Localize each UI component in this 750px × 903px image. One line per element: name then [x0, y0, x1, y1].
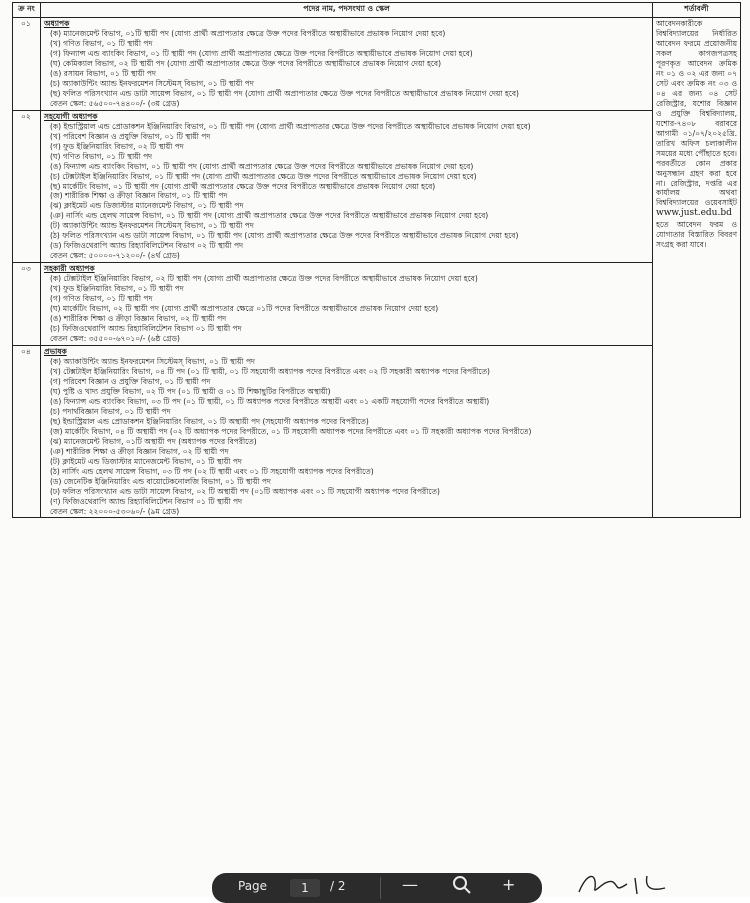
- post-item: (খ) টেক্সটাইল ইঞ্জিনিয়ারিং বিভাগ, ০৪ টি পদ (০১ টি স্থায়ী, ০১ টি সহযোগী অধ্যাপক পদের বিপরীতে এবং ০২ টি সহকারী অধ্যাপক পদের বিপরীতে): [50, 366, 490, 376]
- post-item: (ঙ) ফিন্যান্স এন্ড ব্যাংকিং বিভাগ, ০৩ টি পদ (০১ টি স্থায়ী, ০১ টি অধ্যাপক পদের বিপরীতে অস্থায়ী এবং ০১ একটি সহযোগী পদের বিপরীতে অস্থায়ী): [50, 396, 490, 406]
- pay-scale: বেতন স্কেল: ৫০০০০-৭১২০০/- (৪র্থ গ্রেড): [50, 251, 180, 261]
- pay-scale: বেতন স্কেল: ২২০০০-৫৩০৬০/- (৯ম গ্রেড): [50, 506, 180, 516]
- zoom-in-button[interactable]: +: [502, 875, 516, 894]
- post-item: (ঠ) নার্সিং এন্ড হেলথ সায়েন্স বিভাগ, ০৩ টি পদ (০২ টি স্থায়ী এবং ০১ টি সহযোগী অধ্যাপক পদের বিপরীতে): [50, 466, 374, 476]
- post-cell: [41, 346, 653, 518]
- serial-cell: ০২: [13, 110, 41, 263]
- pdf-page-toolbar: [212, 873, 542, 903]
- post-item: (জ) শারীরিক শিক্ষা ও ক্রীড়া বিজ্ঞান বিভাগ, ০১ টি স্থায়ী পদ: [50, 191, 228, 201]
- toolbar-divider: [380, 877, 381, 899]
- post-item: (ঙ) শারীরিক শিক্ষা ও ক্রীড়া বিজ্ঞান বিভাগ, ০২ টি স্থায়ী পদ: [50, 314, 227, 324]
- post-item: (ঞ) শারীরিক শিক্ষা ও ক্রীড়া বিজ্ঞান বিভাগ, ০২ টি স্থায়ী পদ: [50, 446, 229, 456]
- post-item: (জ) মার্কেটিং বিভাগ, ০৪ টি অস্থায়ী পদ (০২ টি অধ্যাপক পদের বিপরীতে, ০১ টি সহযোগী অধ্যাপক পদের বিপরীতে এবং ০১ টি সহকারী অধ্যাপক পদের বিপরীতে): [50, 426, 532, 436]
- post-item: (ট) ক্লাইমেট এন্ড ডিজাস্টার ম্যানেজমেন্ট বিভাগ, ০১ টি স্থায়ী পদ: [50, 456, 242, 466]
- post-item: (ট) অ্যাকাউন্টিং অ্যান্ড ইনফরমেশন সিস্টেমস্ বিভাগ, ০১ টি স্থায়ী পদ: [50, 221, 254, 231]
- serial-cell: ০১: [13, 18, 41, 111]
- zoom-icon[interactable]: [450, 873, 474, 897]
- post-item: (খ) গণিত বিভাগ, ০১ টি স্থায়ী পদ: [50, 38, 153, 48]
- post-item: (খ) পরিবেশ বিজ্ঞান ও প্রযুক্তি বিভাগ, ০১ টি স্থায়ী পদ: [50, 131, 211, 141]
- post-item: (চ) টেক্সটাইল ইঞ্জিনিয়ারিং বিভাগ, ০১ টি স্থায়ী পদ (যোগ্য প্রার্থী অপ্রাপ্যতার ক্ষেত্রে উক্ত পদের বিপরীতে অস্থায়ীভাবে প্রভাষক নিয়োগ দেয়া হবে): [50, 171, 477, 181]
- header-conditions: শর্তাবলী: [653, 3, 741, 18]
- post-item: (ঝ) ম্যানেজমেন্ট বিভাগ, ০১টি অস্থায়ী পদ (অধ্যাপক পদের বিপরীতে): [50, 436, 257, 446]
- rank-title: প্রভাষক: [44, 347, 67, 356]
- website-link[interactable]: www.just.edu.bd: [656, 208, 732, 219]
- serial-cell: ০৩: [13, 263, 41, 346]
- table-row: [13, 110, 741, 263]
- page-number-input[interactable]: 1: [290, 879, 320, 897]
- post-cell: [41, 18, 653, 111]
- post-item: (ছ) ইন্ডাস্ট্রিয়াল এন্ড প্রোডাকশন ইঞ্জিনিয়ারিং বিভাগ, ০১ টি অস্থায়ী পদ (সহযোগী অধ্যাপক পদের বিপরীতে): [50, 416, 369, 426]
- post-item: (গ) পরিবেশ বিজ্ঞান ও প্রযুক্তি বিভাগ, ০১ টি স্থায়ী পদ: [50, 376, 211, 386]
- table-row: [13, 346, 741, 518]
- page-label: Page: [238, 879, 268, 893]
- post-item: (গ) ফিন্যান্স এন্ড ব্যাংকিং বিভাগ, ০১ টি স্থায়ী পদ (যোগ্য প্রার্থী অপ্রাপ্যতার ক্ষেত্রে উক্ত পদের বিপরীতে অস্থায়ীভাবে প্রভাষক নিয়োগ দেয়া হবে): [50, 48, 473, 58]
- post-cell: [41, 110, 653, 263]
- pay-scale: বেতন স্কেল: ৫৬৫০০-৭৪৪০০/- (৩য় গ্রেড): [50, 98, 180, 108]
- post-item: (ড) জেনেটিক ইঞ্জিনিয়ারিং এন্ড বায়োটেকনোলজি বিভাগ, ০১ টি স্থায়ী পদ: [50, 476, 271, 486]
- post-cell: [41, 263, 653, 346]
- post-item: (ঘ) মার্কেটিং বিভাগ, ০২ টি স্থায়ী পদ (যোগ্য প্রার্থী অপ্রাপ্যতার ক্ষেত্রে ০১টি পদের বিপরীতে অস্থায়ীভাবে প্রভাষক নিয়োগ দেয়া হবে): [50, 304, 439, 314]
- zoom-out-button[interactable]: —: [402, 875, 418, 894]
- post-item: (ঘ) কেমিক্যাল বিভাগ, ০২ টি স্থায়ী পদ (যোগ্য প্রার্থী অপ্রাপ্যতার ক্ষেত্রে উক্ত পদের বিপরীতে অস্থায়ীভাবে প্রভাষক নিয়োগ দেয়া হবে): [50, 58, 442, 68]
- post-item: (ঞ) নার্সিং এন্ড হেলথ সায়েন্স বিভাগ, ০১ টি স্থায়ী পদ (যোগ্য প্রার্থী অপ্রাপ্যতার ক্ষেত্রে উক্ত পদের বিপরীতে অস্থায়ীভাবে প্রভাষক নিয়োগ দেয়া হবে): [50, 211, 489, 221]
- post-item: (চ) পদার্থবিজ্ঞান বিভাগ, ০১ টি স্থায়ী পদ: [50, 406, 171, 416]
- conditions-cell: [653, 18, 741, 518]
- post-item: (খ) ফুড ইঞ্জিনিয়ারিং বিভাগ, ০১ টি স্থায়ী পদ: [50, 284, 184, 294]
- page-total: / 2: [330, 879, 346, 893]
- conditions-text: আবেদনকারীকে বিশ্ববিদ্যালয়ের নির্ধারিত আবেদন ফরমে প্রয়োজনীয় সকল কাগজপত্রসহ পূরণকৃত আবেদন ক্রমিক নং ০১ ও ০২ এর জন্য ০৭ সেট এবং ক্রমিক নং ০৩ ও ০৪ এর জন্য ০৪ সেট রেজিস্ট্রার, যশোর বিজ্ঞান ও প্রযুক্তি বিশ্ববিদ্যালয়, যশোর-৭৪০৮ বরাবরে আগামী ০১/০৭/২০২৫খ্রি. তারিখ অফিস চলাকালীন সময়ের মধ্যে পৌঁছাতে হবে। পরবর্তীতে কোন প্রকার অনুসন্ধান গ্রহণ করা হবে না। রেজিস্ট্রার, দপ্তরি এর কার্যালয় অথবা বিশ্ববিদ্যালয়ের ওয়েবসাইট: [656, 19, 737, 208]
- post-item: (ক) টেক্সটাইল ইঞ্জিনিয়ারিং বিভাগ, ০২ টি স্থায়ী পদ (যোগ্য প্রার্থী অপ্রাপ্যতার ক্ষেত্রে উক্ত পদের বিপরীতে অস্থায়ীভাবে প্রভাষক নিয়োগ দেয়া হবে): [50, 274, 478, 284]
- post-item: (গ) গণিত বিভাগ, ০১ টি স্থায়ী পদ: [50, 294, 153, 304]
- signature-icon: [575, 868, 695, 898]
- rank-title: অধ্যাপক: [44, 19, 70, 28]
- post-item: (ঘ) পুষ্টি ও খাদ্য প্রযুক্তি বিভাগ, ০২ টি পদ (০১ টি স্থায়ী ও ০১ টি শিক্ষাছুটির বিপরীতে অস্থায়ী): [50, 386, 331, 396]
- post-item: (ঝ) ক্লাইমেট এন্ড ডিজাস্টার ম্যানেজমেন্ট বিভাগ, ০১ টি স্থায়ী পদ: [50, 201, 244, 211]
- post-item: (চ) অ্যাকাউন্টিং অ্যান্ড ইনফরমেশন সিস্টেমস্ বিভাগ, ০১ টি স্থায়ী পদ: [50, 78, 254, 88]
- post-item: (ক) ইন্ডাস্ট্রিয়াল এন্ড প্রোডাকশন ইঞ্জিনিয়ারিং বিভাগ, ০১ টি স্থায়ী পদ (যোগ্য প্রার্থী অপ্রাপ্যতার ক্ষেত্রে উক্ত পদের বিপরীতে অস্থায়ীভাবে প্রভাষক নিয়োগ দেয়া হবে): [50, 121, 531, 131]
- post-item: (ঢ) ফলিত পরিসংখ্যান এন্ড ডাটা সায়েন্স বিভাগ, ০২ টি অস্থায়ী পদ (০১টি অধ্যাপক এবং ০১ টি সহযোগী অধ্যাপক পদের বিপরীতে): [50, 486, 440, 496]
- header-serial: ক্র নং: [13, 3, 41, 18]
- post-item: (ক) অ্যাকাউন্টিং অ্যান্ড ইনফরমেশন সিস্টেমস্ বিভাগ, ০১ টি স্থায়ী পদ: [50, 356, 255, 366]
- post-item: (ছ) মার্কেটিং বিভাগ, ০১ টি স্থায়ী পদ (যোগ্য প্রার্থী অপ্রাপ্যতার ক্ষেত্রে উক্ত পদের বিপরীতে অস্থায়ীভাবে প্রভাষক নিয়োগ দেয়া হবে): [50, 181, 436, 191]
- rank-title: সহযোগী অধ্যাপক: [44, 111, 98, 121]
- post-item: (ক) ম্যানেজমেন্ট বিভাগ, ০১টি স্থায়ী পদ (যোগ্য প্রার্থী অপ্রাপ্যতার ক্ষেত্রে উক্ত পদের বিপরীতে অস্থায়ীভাবে প্রভাষক নিয়োগ দেয়া হবে): [50, 28, 446, 38]
- post-item: (চ) ফিজিওথেরাপি অ্যান্ড রিহ্যাবিলিটেশন বিভাগ ০১ টি স্থায়ী পদ: [50, 324, 242, 334]
- post-item: (ঠ) ফলিত পরিসংখ্যান এন্ড ডাটা সায়েন্স বিভাগ, ০১ টি স্থায়ী পদ (যোগ্য প্রার্থী অপ্রাপ্যতার ক্ষেত্রে উক্ত পদের বিপরীতে অস্থায়ীভাবে প্রভাষক নিয়োগ দেয়া হবে): [50, 231, 519, 241]
- table-row: [13, 263, 741, 346]
- post-item: (ঙ) ফিন্যান্স এন্ড ব্যাংকিং বিভাগ, ০১ টি স্থায়ী পদ (যোগ্য প্রার্থী অপ্রাপ্যতার ক্ষেত্রে উক্ত পদের বিপরীতে অস্থায়ীভাবে প্রভাষক নিয়োগ দেয়া হবে): [50, 161, 474, 171]
- table-row: [13, 18, 741, 111]
- table-header-row: [13, 3, 741, 18]
- post-item: (ছ) ফলিত পরিসংখ্যান এন্ড ডাটা সায়েন্স বিভাগ, ০১ টি স্থায়ী পদ (যোগ্য প্রার্থী অপ্রাপ্যতার ক্ষেত্রে উক্ত পদের বিপরীতে অস্থায়ীভাবে প্রভাষক নিয়োগ দেয়া হবে): [50, 88, 519, 98]
- serial-cell: ০৪: [13, 346, 41, 518]
- post-item: (ড) ফিজিওথেরাপি অ্যান্ড রিহ্যাবিলিটেশন বিভাগ ০২ টি স্থায়ী পদ: [50, 241, 244, 251]
- post-item: (ঘ) গণিত বিভাগ, ০১ টি স্থায়ী পদ: [50, 151, 153, 161]
- post-item: (গ) ফুড ইঞ্জিনিয়ারিং বিভাগ, ০২ টি স্থায়ী পদ: [50, 141, 184, 151]
- rank-title: সহকারী অধ্যাপক: [44, 264, 95, 274]
- pay-scale: বেতন স্কেল: ৩৫৫০০-৬৭০১০/- (৬ষ্ঠ গ্রেড): [50, 334, 180, 344]
- header-post: পদের নাম, পদসংখ্যা ও স্কেল: [41, 3, 653, 18]
- post-item: (ণ) ফিজিওথেরাপি অ্যান্ড রিহ্যাবিলিটেশন বিভাগ ০১ টি স্থায়ী পদ: [50, 496, 243, 506]
- recruitment-table: [12, 2, 741, 518]
- conditions-text-end: হতে আবেদন ফরম ও যোগ্যতার বিস্তারিত বিবরণ সংগ্রহ করা যাবে।: [656, 220, 737, 250]
- post-item: (ঙ) রসায়ন বিভাগ, ০১ টি স্থায়ী পদ: [50, 68, 156, 78]
